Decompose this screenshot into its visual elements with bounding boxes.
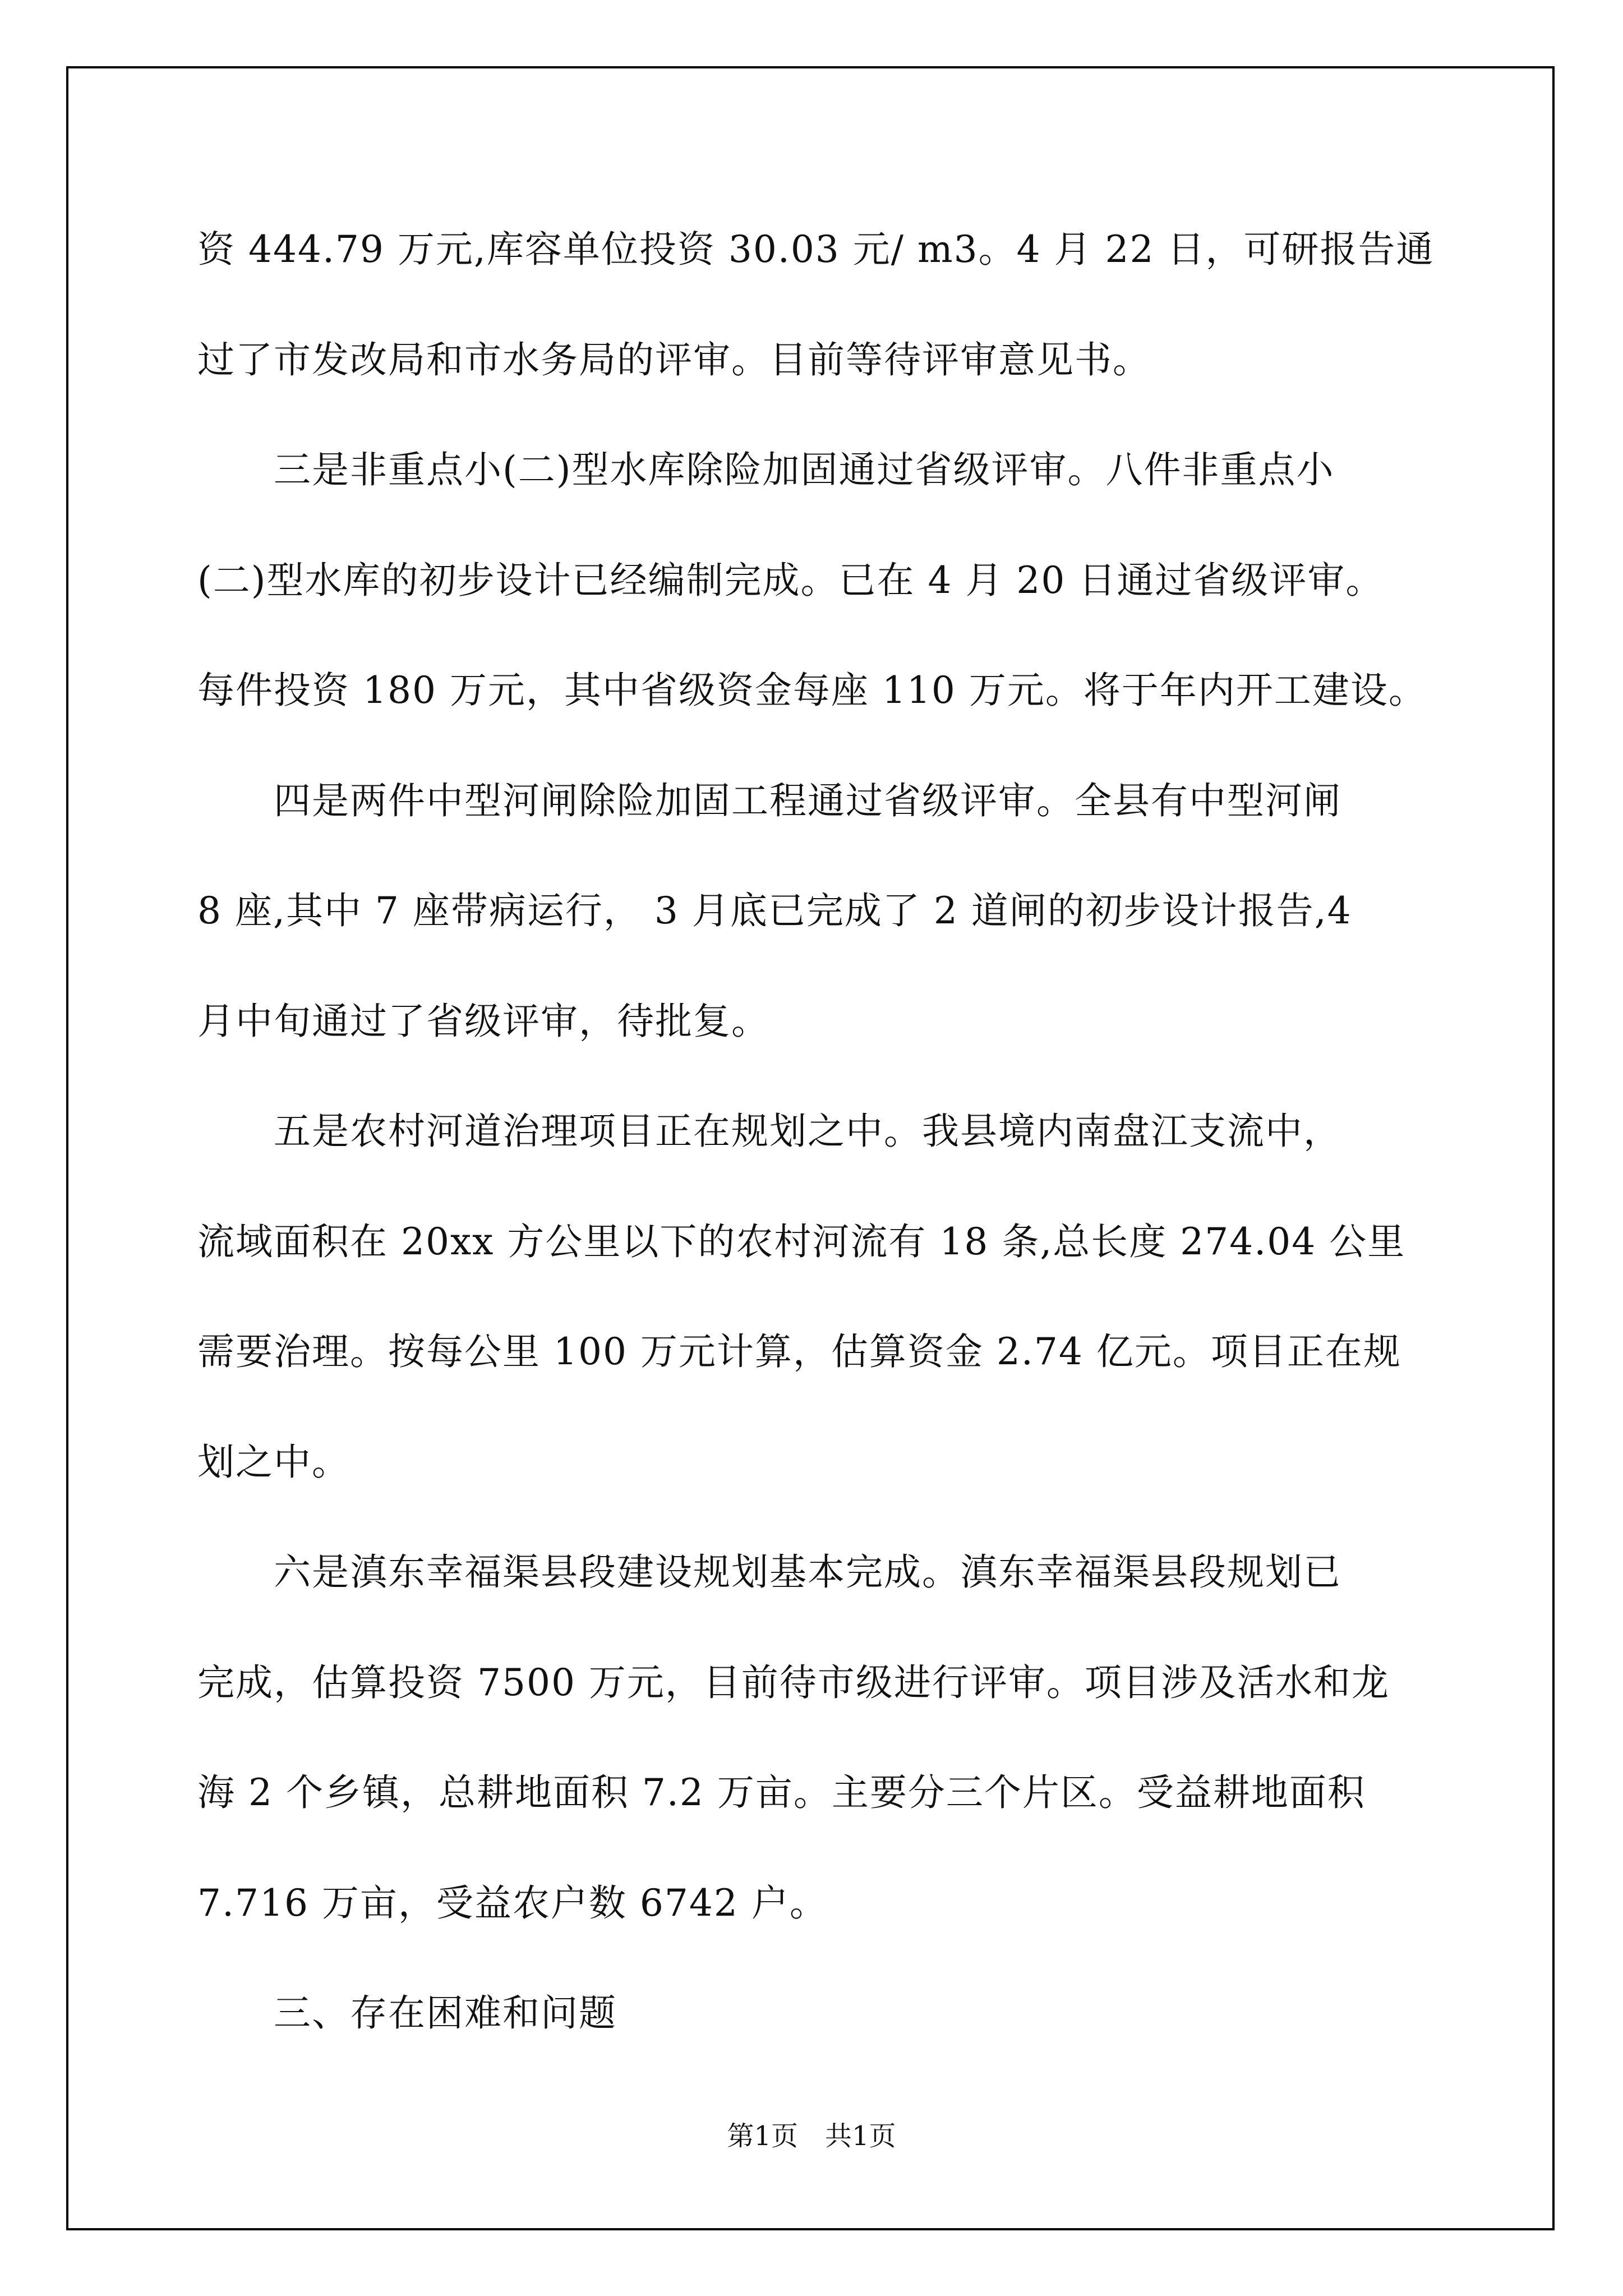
text-line: 月中旬通过了省级评审，待批复。 [197, 1000, 769, 1043]
text-line: 7.716 万亩，受益农户数 6742 户。 [197, 1881, 828, 1925]
text-line: 四是两件中型河闸除险加固工程通过省级评审。全县有中型河闸 [197, 779, 1341, 822]
text-line: (二)型水库的初步设计已经编制完成。已在 4 月 20 日通过省级评审。 [197, 559, 1384, 602]
page-number: 第1页 共1页 [727, 2120, 896, 2152]
text-line: 需要治理。按每公里 100 万元计算，估算资金 2.74 亿元。项目正在规 [197, 1330, 1401, 1373]
text-line: 三是非重点小(二)型水库除险加固通过省级评审。八件非重点小 [197, 448, 1335, 491]
text-line: 完成，估算投资 7500 万元，目前待市级进行评审。项目涉及活水和龙 [197, 1661, 1390, 1704]
text-line: 五是农村河道治理项目正在规划之中。我县境内南盘江支流中， [197, 1110, 1341, 1153]
text-line: 资 444.79 万元,库容单位投资 30.03 元/ m3。4 月 22 日，可研报告通 [197, 228, 1435, 271]
text-line: 每件投资 180 万元，其中省级资金每座 110 万元。将于年内开工建设。 [197, 669, 1427, 712]
text-line: 六是滇东幸福渠县段建设规划基本完成。滇东幸福渠县段规划已 [197, 1550, 1341, 1594]
text-line: 划之中。 [197, 1441, 350, 1484]
text-line: 海 2 个乡镇，总耕地面积 7.2 万亩。主要分三个片区。受益耕地面积 [197, 1771, 1366, 1814]
text-line: 8 座,其中 7 座带病运行， 3 月底已完成了 2 道闸的初步设计报告,4 [197, 889, 1352, 932]
text-line: 过了市发改局和市水务局的评审。目前等待评审意见书。 [197, 338, 1151, 381]
section-heading: 三、存在困难和问题 [197, 1991, 617, 2035]
text-line: 流域面积在 20xx 方公里以下的农村河流有 18 条,总长度 274.04 公里 [197, 1220, 1406, 1263]
